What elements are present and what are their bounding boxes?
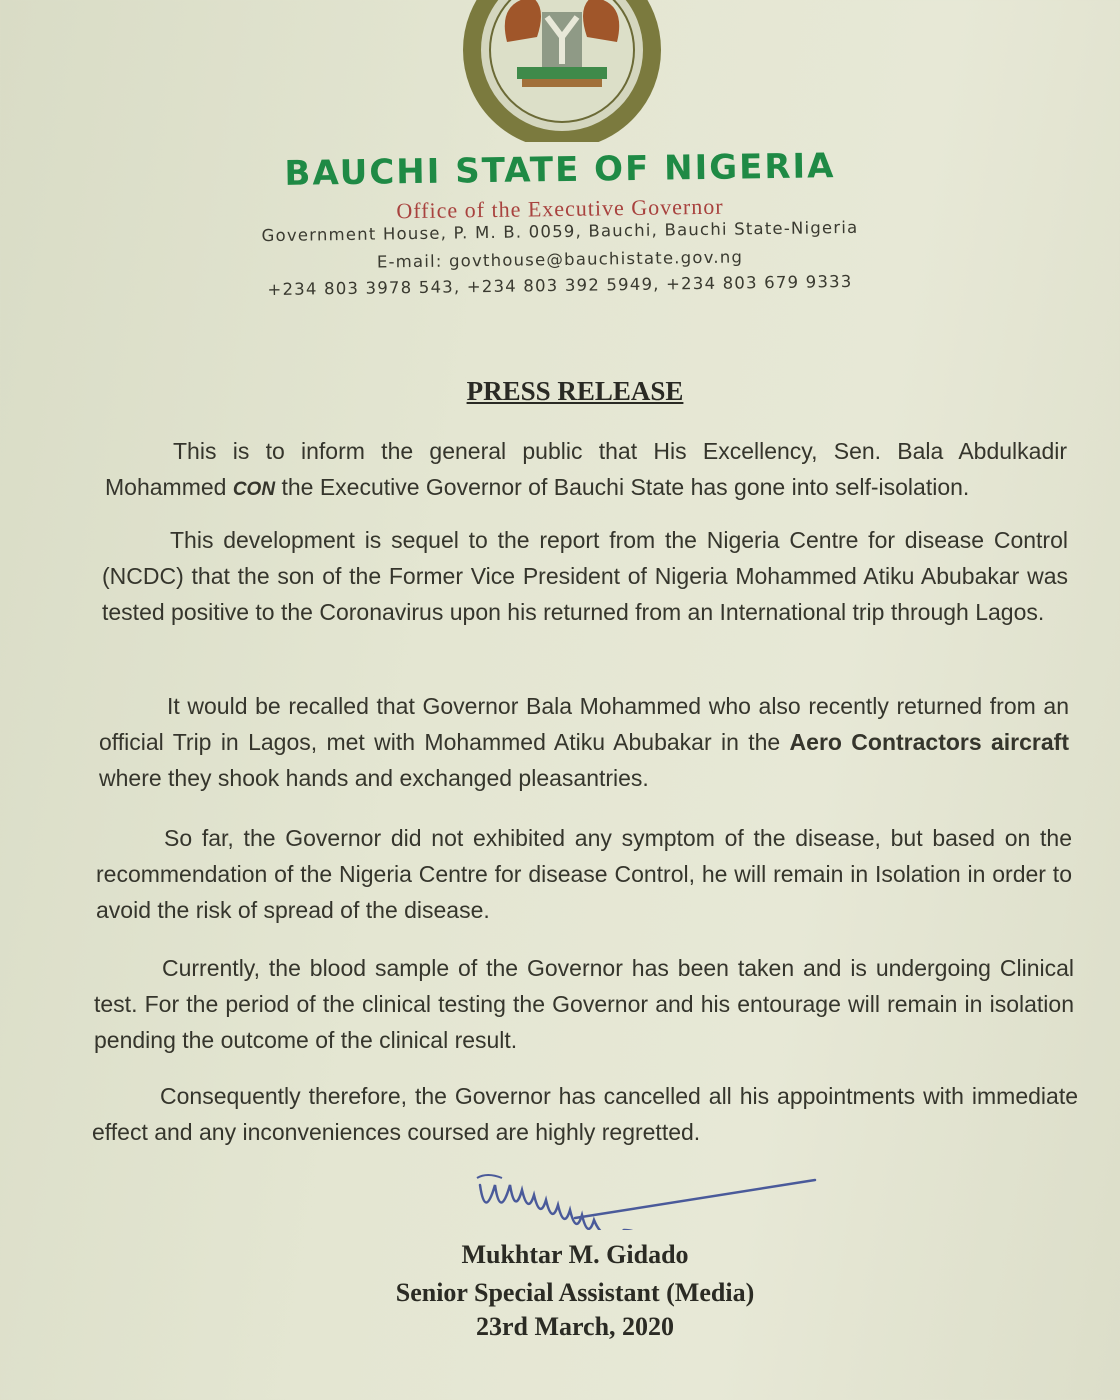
- paragraph-3-text-a: It would be recalled that Governor Bala Mohammed who also recently returned from an official Trip in Lagos, met with Mohammed Atiku Abubakar in the: [99, 693, 1069, 755]
- letterhead-email: E-mail: govthouse@bauchistate.gov.ng: [376, 247, 744, 272]
- paragraph-3: [99, 688, 1069, 796]
- letterhead-address: Government House, P. M. B. 0059, Bauchi, Bauchi State-Nigeria: [261, 217, 859, 246]
- paragraph-1: [105, 433, 1067, 508]
- signatory-name: Mukhtar M. Gidado: [461, 1240, 689, 1269]
- paragraph-4: [96, 820, 1072, 928]
- release-date: 23rd March, 2020: [475, 1312, 675, 1341]
- letterhead-title: BAUCHI STATE OF NIGERIA: [284, 146, 836, 194]
- paragraph-4-text: So far, the Governor did not exhibited any symptom of the disease, but based on the recommendation of the Nigeria Centre for disease Control, he will remain in Isolation in order to avoid the risk of spread of the disease.: [96, 825, 1072, 923]
- letterhead-phones: +234 803 3978 543, +234 803 392 5949, +234 803 679 9333: [267, 271, 853, 300]
- letterhead-office: Office of the Executive Governor: [396, 193, 724, 224]
- paragraph-6: [92, 1078, 1078, 1150]
- signatory-title: Senior Special Assistant (Media): [395, 1278, 755, 1307]
- document-heading: PRESS RELEASE: [466, 376, 684, 406]
- paragraph-6-text: Consequently therefore, the Governor has cancelled all his appointments with immediate effect and any inconveniences coursed are highly regretted.: [92, 1083, 1078, 1145]
- paragraph-1-con: CON: [232, 479, 276, 500]
- paragraph-3-text-b: where they shook hands and exchanged pleasantries.: [99, 765, 649, 791]
- paragraph-1-text-b: the Executive Governor of Bauchi State has gone into self-isolation.: [275, 474, 970, 500]
- paragraph-1-text-a: This is to inform the general public that His Excellency, Sen. Bala Abdulkadir Mohammed: [105, 438, 1067, 500]
- paragraph-5: [94, 950, 1074, 1058]
- paragraph-5-text: Currently, the blood sample of the Governor has been taken and is undergoing Clinical test. For the period of the clinical testing the Governor and his entourage will remain in isolation pending the outcome of the clinical result.: [94, 955, 1074, 1053]
- signature-icon: [465, 1170, 825, 1230]
- paragraph-2-text: This development is sequel to the report from the Nigeria Centre for disease Control (NCDC) that the son of the Former Vice President of Nigeria Mohammed Atiku Abubakar was tested positive to the Coronavirus upon his returned from an International trip through Lagos.: [102, 527, 1068, 625]
- coat-of-arms-seal-icon: [462, 0, 662, 142]
- paragraph-2: [102, 522, 1068, 630]
- paragraph-3-bold: Aero Contractors aircraft: [789, 729, 1069, 755]
